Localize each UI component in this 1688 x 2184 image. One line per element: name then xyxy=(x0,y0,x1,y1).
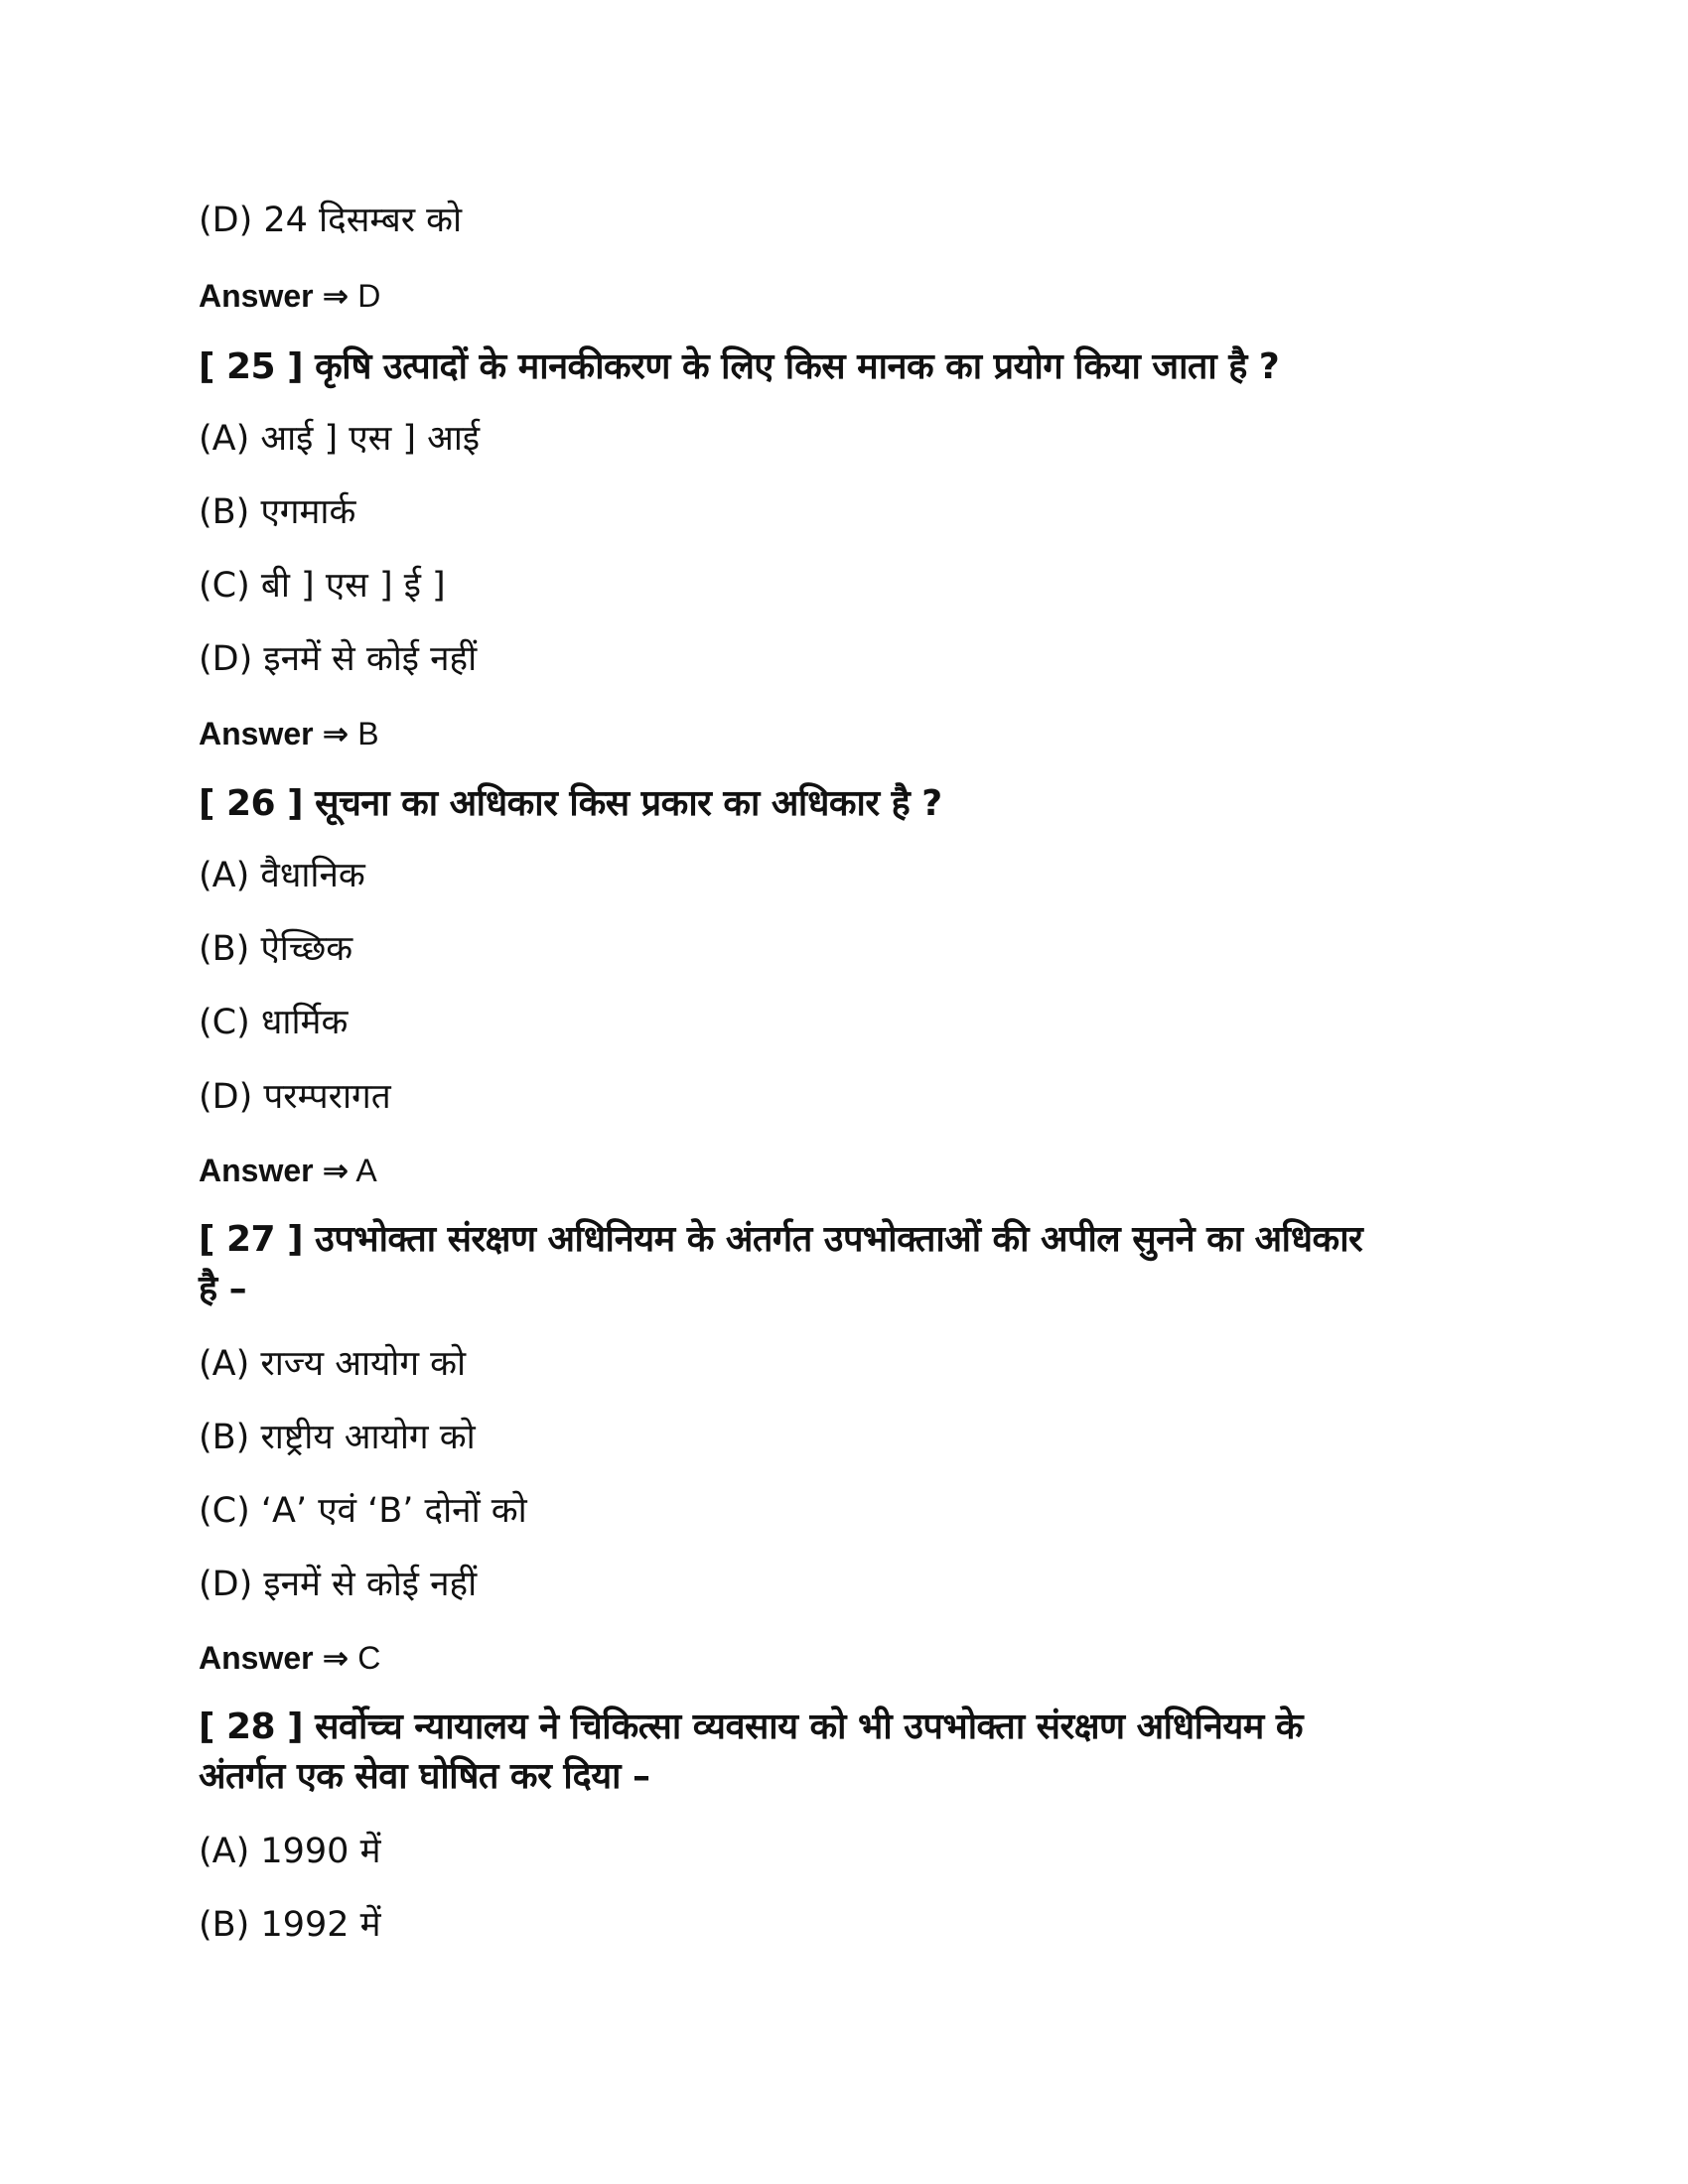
answer-arrow-icon: ⇒ xyxy=(322,716,350,751)
q27-option-b: (B) राष्ट्रीय आयोग को xyxy=(199,1418,476,1457)
q27-option-d: (D) इनमें से कोई नहीं xyxy=(199,1565,478,1604)
q27-option-c: (C) ‘A’ एवं ‘B’ दोनों को xyxy=(199,1491,527,1531)
answer-arrow-icon: ⇒ xyxy=(322,278,350,314)
q28-question-line-2: अंतर्गत एक सेवा घोषित कर दिया – xyxy=(199,1756,650,1797)
q28-option-b: (B) 1992 में xyxy=(199,1905,381,1945)
q26-option-a: (A) वैधानिक xyxy=(199,856,365,895)
answer-label: Answer xyxy=(199,1153,314,1188)
answer-arrow-icon: ⇒ xyxy=(322,1153,350,1188)
q28-option-a: (A) 1990 में xyxy=(199,1832,381,1871)
answer-label: Answer xyxy=(199,1640,314,1676)
answer-value: D xyxy=(357,278,381,314)
q27-answer xyxy=(199,1638,380,1678)
q26-option-c: (C) धार्मिक xyxy=(199,1003,349,1042)
q25-question: [ 25 ] कृषि उत्पादों के मानकीकरण के लिए किस मानक का प्रयोग किया जाता है ? xyxy=(199,346,1280,387)
q27-question-line-1: [ 27 ] उपभोक्ता संरक्षण अधिनियम के अंतर्गत उपभोक्ताओं की अपील सुनने का अधिकार xyxy=(199,1219,1363,1260)
q25-option-c: (C) बी ] एस ] ई ] xyxy=(199,566,446,606)
answer-value: C xyxy=(357,1640,381,1676)
answer-arrow-icon: ⇒ xyxy=(322,1640,350,1676)
q25-option-b: (B) एगमार्क xyxy=(199,492,356,532)
q27-option-a: (A) राज्य आयोग को xyxy=(199,1344,467,1384)
q25-answer xyxy=(199,714,379,753)
q26-option-d: (D) परम्परागत xyxy=(199,1077,391,1117)
q26-answer xyxy=(199,1151,377,1190)
answer-label: Answer xyxy=(199,716,314,751)
q25-option-a: (A) आई ] एस ] आई xyxy=(199,419,481,459)
q28-question-line-1: [ 28 ] सर्वोच्च न्यायालय ने चिकित्सा व्यवसाय को भी उपभोक्ता संरक्षण अधिनियम के xyxy=(199,1706,1303,1747)
q26-question: [ 26 ] सूचना का अधिकार किस प्रकार का अधिकार है ? xyxy=(199,783,942,824)
q24-option-d: (D) 24 दिसम्बर को xyxy=(199,201,463,240)
q27-question-line-2: है – xyxy=(199,1269,247,1309)
answer-value: B xyxy=(357,716,379,751)
answer-value: A xyxy=(355,1153,377,1188)
q26-option-b: (B) ऐच्छिक xyxy=(199,929,353,969)
answer-label: Answer xyxy=(199,278,314,314)
q25-option-d: (D) इनमें से कोई नहीं xyxy=(199,639,478,679)
q24-answer xyxy=(199,276,380,316)
